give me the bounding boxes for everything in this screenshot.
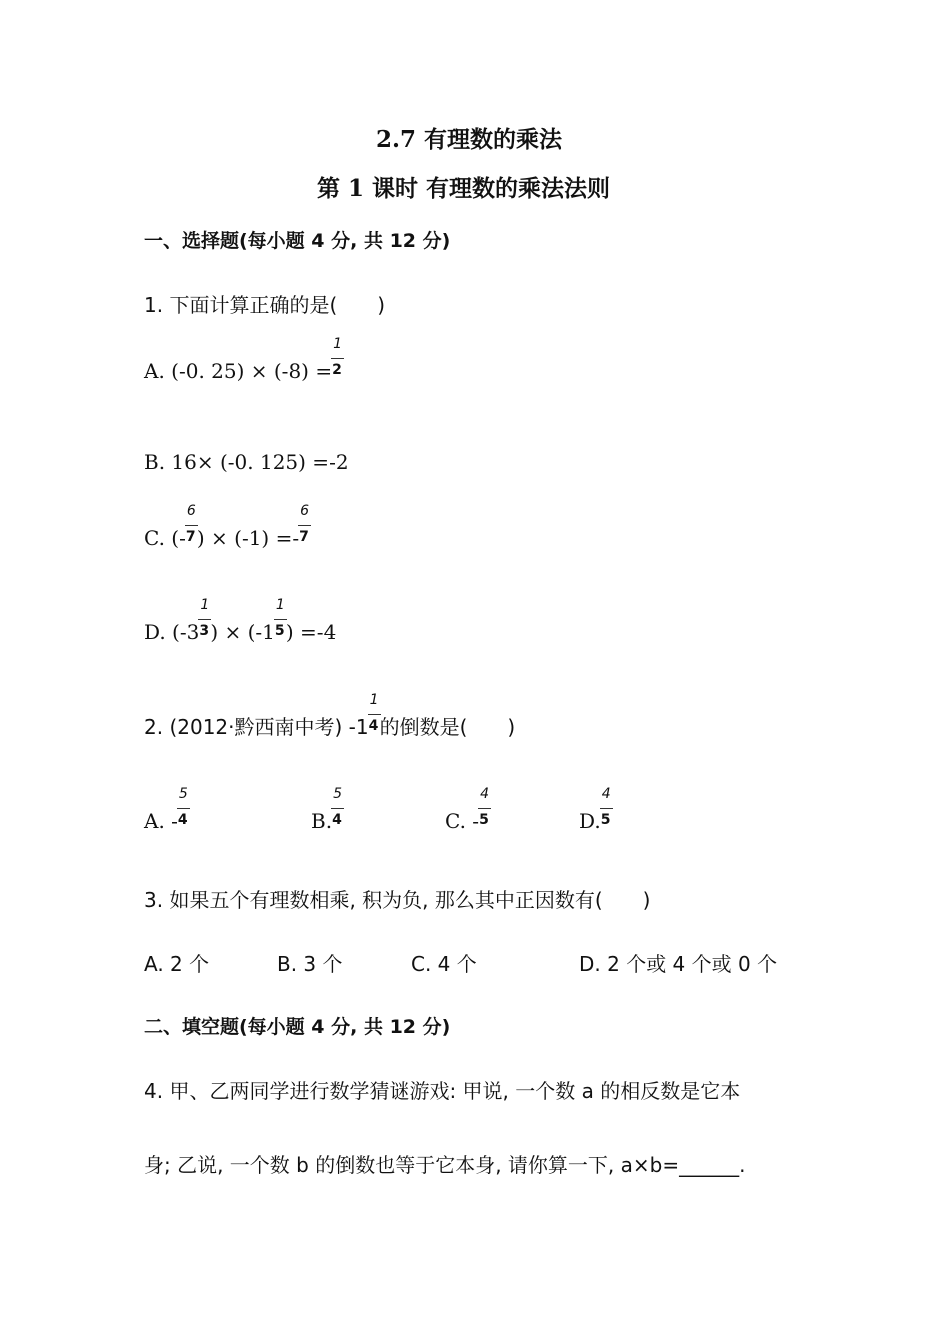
fraction [299, 503, 310, 551]
question-2-option-a [144, 786, 189, 834]
question-1-option-b: B. 16× (-0. 125) =-2 [144, 450, 349, 474]
question-1-option-a [144, 336, 343, 384]
numerator: 6 [186, 503, 196, 519]
question-3-option-b: B. 3 个 [277, 952, 343, 976]
fraction [368, 692, 380, 740]
numerator: 1 [200, 597, 210, 613]
question-2-stem [144, 692, 516, 740]
question-4-line-2: 身; 乙说, 一个数 b 的倒数也等于它本身, 请你算一下, a×b=______. [144, 1153, 746, 1177]
section-heading-choice: 一、选择题(每小题 4 分, 共 12 分) [144, 230, 451, 252]
question-3-option-a: A. 2 个 [144, 952, 210, 976]
numerator: 5 [333, 786, 342, 802]
question-2-option-d [579, 786, 612, 834]
option-c-text-start: C. (- [144, 526, 186, 550]
question-1-option-d [144, 597, 337, 645]
numerator: 5 [178, 786, 188, 802]
denominator: 5 [479, 812, 489, 828]
question-2-option-b [311, 786, 343, 834]
option-d-label: D. [579, 809, 601, 833]
option-c-label: C. - [445, 809, 480, 833]
fraction [332, 336, 343, 384]
fraction [274, 597, 286, 645]
fraction [479, 786, 490, 834]
numerator: 6 [300, 503, 310, 519]
section-heading-fill: 二、填空题(每小题 4 分, 共 12 分) [144, 1016, 451, 1038]
numerator: 4 [480, 786, 489, 802]
question-1-stem: 1. 下面计算正确的是( ) [144, 293, 386, 317]
denominator: 4 [177, 812, 188, 828]
denominator: 4 [332, 812, 342, 828]
page-title: 2.7 有理数的乘法 [376, 126, 563, 153]
option-b-label: B. [311, 809, 333, 833]
fraction [185, 503, 197, 551]
question-3-option-c: C. 4 个 [411, 952, 477, 976]
question-2-stem-end: 的倒数是( ) [379, 715, 516, 739]
option-d-text-end: ) =-4 [285, 620, 337, 644]
denominator: 3 [199, 623, 210, 639]
page-subtitle: 第 1 课时 有理数的乘法法则 [317, 175, 611, 202]
question-2-stem-start: 2. (2012·黔西南中考) -1 [144, 715, 369, 739]
numerator: 1 [369, 692, 379, 708]
question-2-option-c [445, 786, 490, 834]
denominator: 2 [332, 362, 342, 378]
question-1-option-c [144, 503, 310, 551]
option-d-text-start: D. (-3 [144, 620, 200, 644]
denominator: 5 [600, 812, 611, 828]
option-a-label: A. - [144, 809, 178, 833]
question-3-option-d: D. 2 个或 4 个或 0 个 [579, 952, 778, 976]
denominator: 5 [274, 623, 285, 639]
fraction [332, 786, 343, 834]
option-c-text-middle: ) × (-1) =- [196, 526, 300, 550]
question-3-stem: 3. 如果五个有理数相乘, 积为负, 那么其中正因数有( ) [144, 888, 651, 912]
fraction [600, 786, 612, 834]
denominator: 4 [368, 718, 379, 734]
option-d-text-middle: ) × (-1 [210, 620, 275, 644]
fraction [177, 786, 189, 834]
numerator: 1 [275, 597, 285, 613]
numerator: 1 [333, 336, 343, 352]
denominator: 7 [185, 529, 196, 545]
denominator: 7 [299, 529, 309, 545]
fraction [199, 597, 210, 645]
option-a-text: A. (-0. 25) × (-8) = [144, 359, 333, 383]
question-4-line-1: 4. 甲、乙两同学进行数学猜谜游戏: 甲说, 一个数 a 的相反数是它本 [144, 1079, 741, 1103]
numerator: 4 [601, 786, 611, 802]
